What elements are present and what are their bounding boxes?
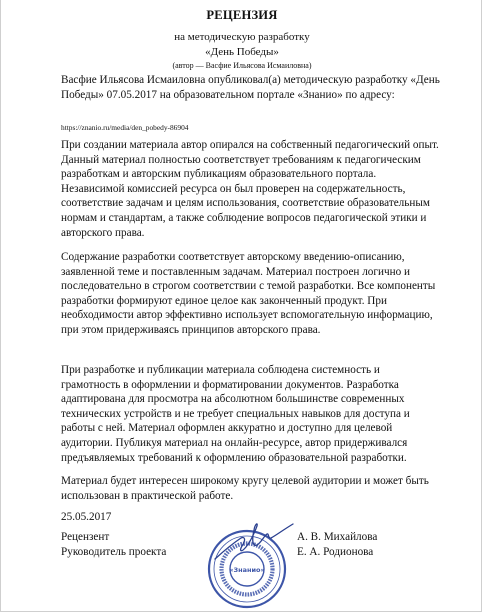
review-paragraph: Содержание разработки соответствует авторскому введению-описанию, заявленной теме и поставленным задачам. Материал построен логично и последовательно в строгом соответствии с темой разработки. Все компоненты разработки формируют единое целое как законченный продукт. При необходимости автор эффективно использует вспомогательную информацию, при этом придерживаясь принципов авторского права. (61, 251, 436, 336)
reviewer-label: Рецензент (61, 531, 110, 543)
project-head-name: Е. А. Родионова (297, 546, 374, 558)
review-paragraph: При создании материала автор опирался на собственный педагогический опыт. Данный материал полностью соответствует требованиям к педагогическим разработкам и авторским публикациям образовательного портала. Независимой комиссией ресурса он был проверен на содержательность, соответствие задачам и целям использования, соответствие образовательным нормам и стандартам, а также соблюдение вопросов педагогической этики и авторского права. (61, 139, 439, 239)
reviewer-name: А. В. Михайлова (297, 531, 378, 543)
document-subtitle: на методическую разработку (174, 31, 310, 43)
publication-url: https://znanio.ru/media/den_pobedy-86904 (61, 123, 189, 132)
author-line: (автор — Васфие Ильясова Исмаиловна) (172, 61, 312, 70)
official-stamp (197, 512, 303, 610)
project-head-label: Руководитель проекта (61, 546, 167, 558)
review-paragraph: При разработке и публикации материала соблюдена системность и грамотность в оформлении и форматировании документов. Разработка адаптирована для просмотра на абсолютном большинстве современных технических устройств и не требует специальных навыков для доступа и работы с ней. Материал оформлен аккуратно и доступно для целевой аудитории. Публикуя материал на онлайн-ресурсе, автор придерживался предъявляемых требований к оформлению образовательной разработки. (61, 364, 410, 464)
stamp-center-text: «Знанио» (229, 566, 265, 574)
document-title: РЕЦЕНЗИЯ (206, 8, 278, 22)
work-name: «День Победы» (205, 46, 279, 58)
intro-text: Васфие Ильясова Исмаиловна опубликовал(а) методическую разработку «День Победы» 07.05.2017 на образовательном портале «Знанио» по адресу: (61, 74, 440, 101)
review-date: 25.05.2017 (61, 511, 112, 523)
review-paragraph: Материал будет интересен широкому кругу целевой аудитории и может быть использован в практической работе. (61, 475, 429, 502)
